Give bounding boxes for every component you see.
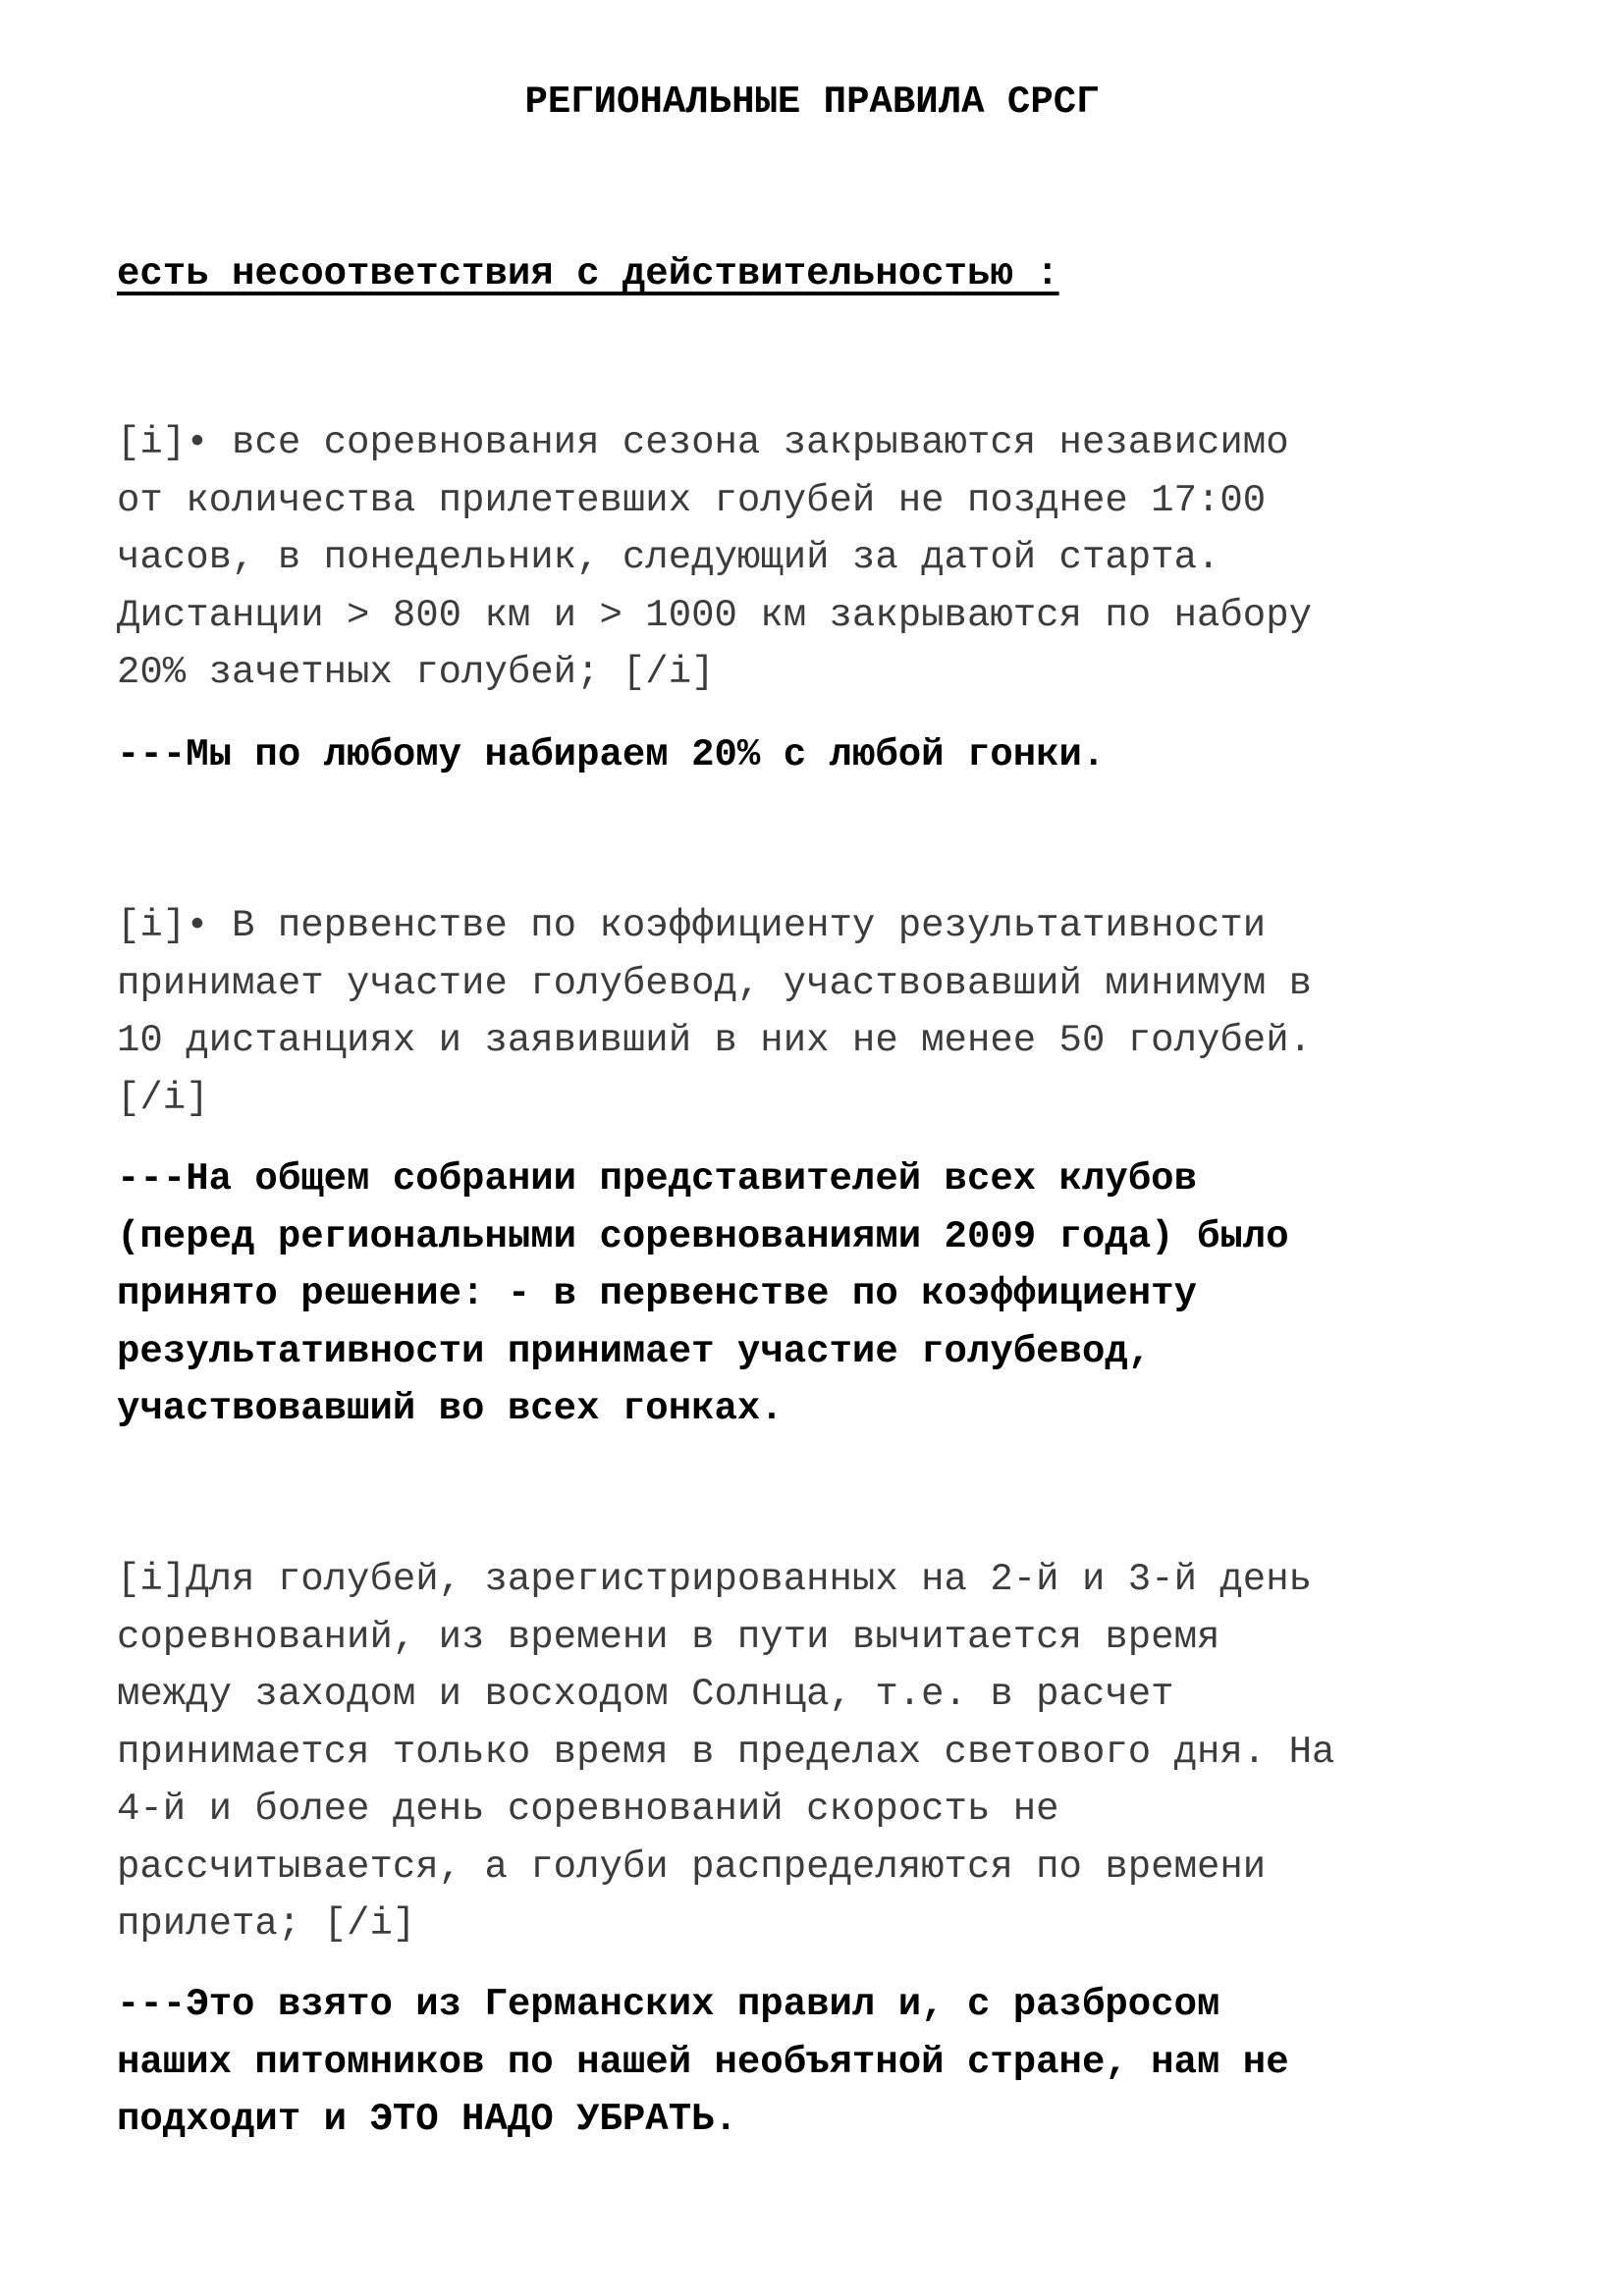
rule-comment-1: ---Мы по любому набираем 20% с любой гонки. [117, 733, 1106, 776]
document-title: РЕГИОНАЛЬНЫЕ ПРАВИЛА СРСГ [524, 80, 1100, 124]
rule-quote-3: [i]Для голубей, зарегистрированных на 2-й и 3-й день соревнований, из времени в пути вычитается время между заходом и восходом Солнца, т.е. в расчет принимается только время в пределах светового дня. На 4-й и более день соревнований скорость не рассчитывается, а голуби распределяются по времени прилета; [/i] [117, 1558, 1335, 1946]
rule-quote-2: [i]• В первенстве по коэффициенту результативности принимает участие голубевод, участвовавший минимум в 10 дистанциях и заявивший в них не менее 50 голубей. [/i] [117, 904, 1312, 1120]
rule-quote-1: [i]• все соревнования сезона закрываются независимо от количества прилетевших голубей не позднее 17:00 часов, в понедельник, следующий за датой старта. Дистанции > 800 км и > 1000 км закрываются по набору 20% зачетных голубей; [/i] [117, 421, 1312, 694]
rule-comment-3: ---Это взято из Германских правил и, с разбросом наших питомников по нашей необъятной стране, нам не подходит и ЭТО НАДО УБРАТЬ. [117, 1983, 1289, 2141]
section-heading: есть несоответствия с действительностью : [117, 252, 1059, 295]
rule-comment-2: ---На общем собрании представителей всех клубов (перед региональными соревнованиями 2009 года) было принято решение: - в первенстве по коэффициенту результативности принимает участие голубевод, участвовавший во всех гонках. [117, 1157, 1289, 1430]
